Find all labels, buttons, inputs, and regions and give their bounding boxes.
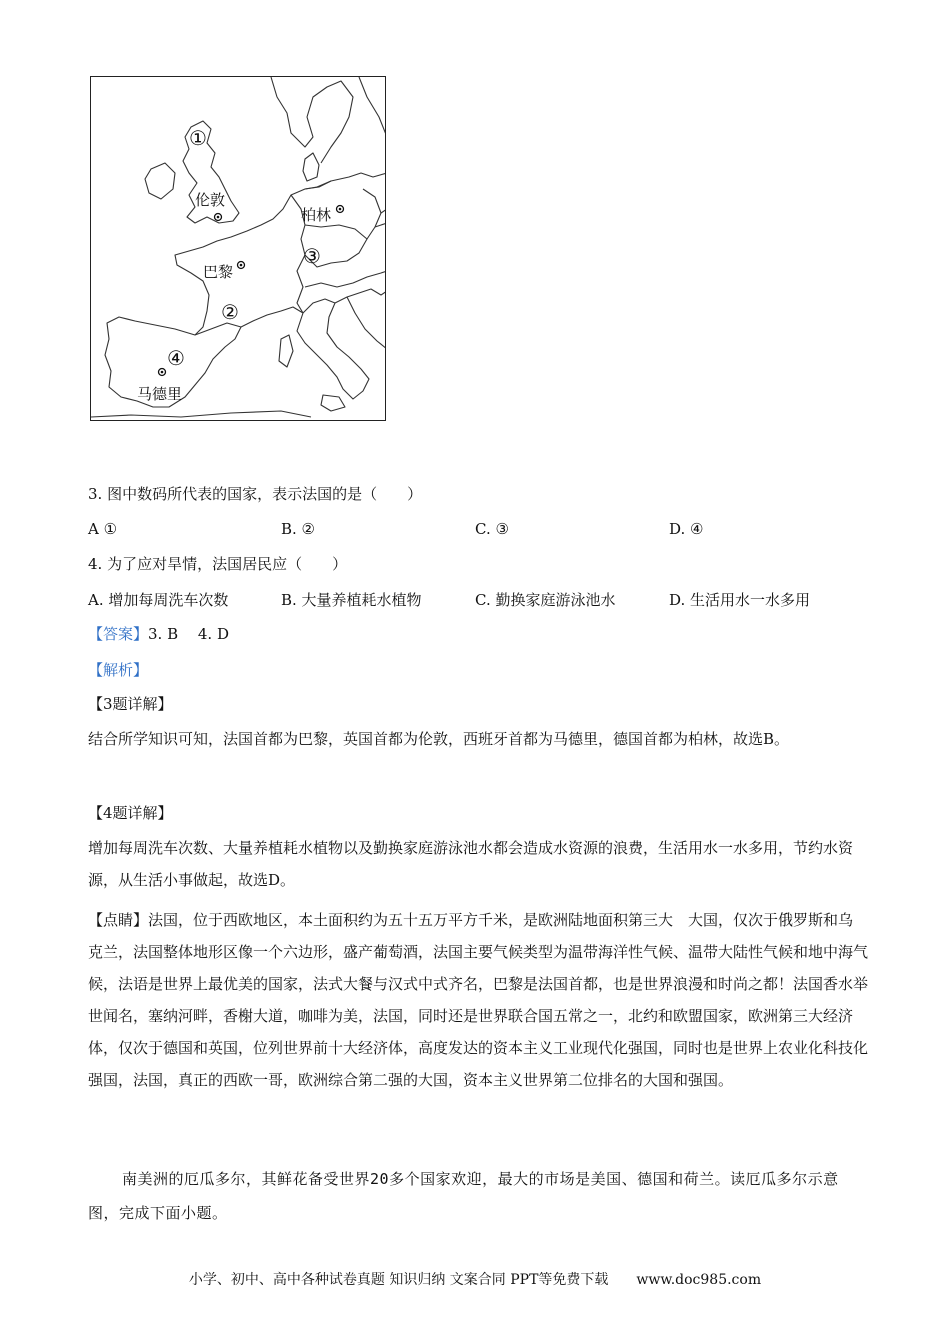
- point-paragraph: [88, 904, 868, 1096]
- page-footer: 小学、初中、高中各种试卷真题 知识归纳 文案合同 PPT等免费下载 www.doc985.com: [188, 1272, 762, 1288]
- europe-map-drawing: [91, 77, 386, 421]
- marker-3: ③: [303, 244, 321, 268]
- question-4-stem: 4. 为了应对旱情，法国居民应（ ）: [88, 555, 348, 573]
- detail-3-title: 【3题详解】: [88, 695, 173, 713]
- marker-1: ①: [189, 126, 207, 150]
- q3-option-b: B. ②: [281, 520, 316, 538]
- next-section-intro: 南美洲的厄瓜多尔，其鲜花备受世界20多个国家欢迎，最大的市场是美国、德国和荷兰。读厄瓜多尔示意图，完成下面小题。: [88, 1170, 839, 1222]
- ireland-outline: [145, 163, 175, 199]
- detail-4-text: 增加每周洗车次数、大量养植耗水植物以及勤换家庭游泳池水都会造成水资源的浪费，生活用水一水多用，节约水资源，从生活小事做起，故选D。: [88, 839, 854, 889]
- scandinavia-outline: [271, 77, 353, 163]
- q3-option-a: A ①: [88, 520, 118, 538]
- q4-option-d: D. 生活用水一水多用: [669, 591, 811, 609]
- label-madrid: 马德里: [137, 385, 183, 403]
- analysis-tag: 【解析】: [88, 661, 149, 679]
- label-berlin: 柏林: [301, 206, 332, 224]
- answer-tag: 【答案】: [88, 625, 149, 643]
- marker-2: ②: [221, 300, 239, 324]
- label-london: 伦敦: [195, 191, 226, 209]
- italy-outline: [297, 299, 369, 399]
- point-text: 法国，位于西欧地区，本土面积约为五十五万平方千米，是欧洲陆地面积第三大 大国，仅次于俄罗斯和乌克兰，法国整体地形区像一个六边形，盛产葡萄酒，法国主要气候类型为温带海洋性气候、温带大陆性气候和地中海气候，法语是世界上最优美的国家，法式大餐与汉式中式齐名，巴黎是法国首都，也是世界浪漫和时尚之都！法国香水举世闻名，塞纳河畔，香榭大道，咖啡为美，法国，同时还是世界联合国五常之一，北约和欧盟国家，欧洲第三大经济体，仅次于德国和英国，位列世界前十大经济体，高度发达的资本主义工业现代化强国，同时也是世界上农业化科技化强国，法国，真正的西欧一哥，欧洲综合第二强的大国，资本主义世界第二位排名的大国和强国。: [88, 911, 869, 1089]
- detail-3-text: 结合所学知识可知，法国首都为巴黎，英国首都为伦敦，西班牙首都为马德里，德国首都为柏林，故选B。: [88, 730, 790, 748]
- marker-4: ④: [167, 346, 185, 370]
- q3-option-d: D. ④: [669, 520, 704, 538]
- answer-line: [88, 624, 229, 644]
- point-tag: 【点睛】: [88, 911, 149, 929]
- q4-option-c: C. 勤换家庭游泳池水: [475, 591, 616, 609]
- label-paris: 巴黎: [203, 263, 234, 281]
- question-3-stem: 3. 图中数码所代表的国家，表示法国的是（ ）: [88, 485, 423, 503]
- q4-option-b: B. 大量养植耗水植物: [281, 591, 422, 609]
- answer-text: 3. B 4. D: [148, 625, 229, 643]
- europe-map: [90, 76, 386, 421]
- detail-4-title: 【4题详解】: [88, 804, 173, 822]
- q3-option-c: C. ③: [475, 520, 509, 538]
- q4-option-a: A. 增加每周洗车次数: [88, 591, 229, 609]
- denmark-outline: [303, 153, 319, 181]
